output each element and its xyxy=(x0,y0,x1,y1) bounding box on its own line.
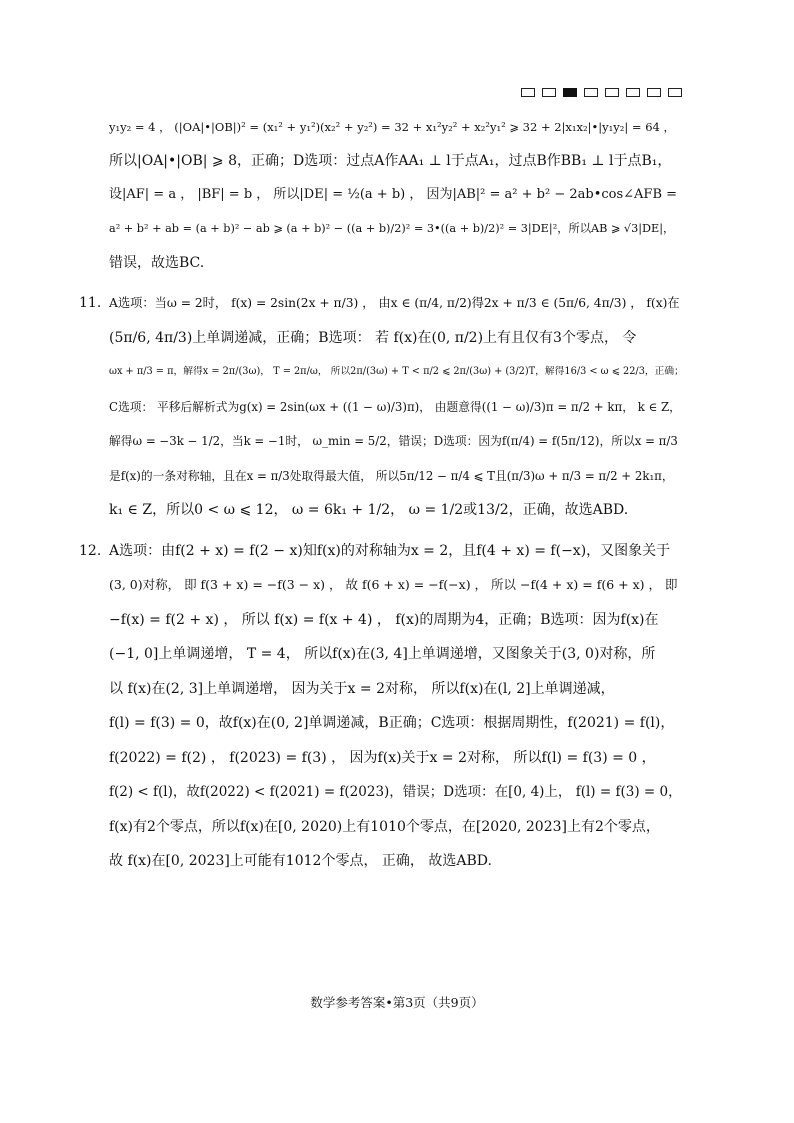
text-line: A选项：当ω = 2时， f(x) = 2sin(2x + π/3) ， 由x ∈ (π/4, π/2)得2x + π/3 ∈ (5π/6, 4π/3) ， f(x)在 xyxy=(109,296,680,310)
text-line: a² + b² + ab = (a + b)² − ab ⩾ (a + b)² − ((a + b)/2)² = 3•((a + b)/2)² = 3|DE|²，所以AB ⩾ √3|DE|， xyxy=(109,222,675,235)
page-indicator xyxy=(521,88,682,97)
text-line: ωx + π/3 = π，解得x = 2π/(3ω)， T = 2π/ω， 所以2π/(3ω) + T < π/2 ⩽ 2π/(3ω) + (3/2)T，解得16/3 < ω ⩽ 22/3，正确； xyxy=(109,366,684,377)
text-line: C选项： 平移后解析式为g(x) = 2sin(ωx + ((1 − ω)/3)π)， 由题意得((1 − ω)/3)π = π/2 + kπ， k ∈ Z， xyxy=(109,399,681,414)
page-indicator-box xyxy=(647,88,661,97)
page-indicator-box xyxy=(542,88,556,97)
text-line: (3, 0)对称， 即 f(3 + x) = −f(3 − x) ， 故 f(6 + x) = −f(−x) ， 所以 −f(4 + x) = f(6 + x) ， 即 xyxy=(109,577,678,592)
text-line: f(l) = f(3) = 0，故f(x)在(0, 2]单调递减，B正确；C选项：根据周期性，f(2021) = f(l)， xyxy=(109,715,675,731)
text-line: 以 f(x)在(2, 3]上单调递增， 因为关于x = 2对称， 所以f(x)在(l, 2]上单调递减， xyxy=(109,680,615,697)
question-number: 11. xyxy=(79,295,102,311)
text-line: (−1, 0]上单调递增， T = 4， 所以f(x)在(3, 4]上单调递增，又图象关于(3, 0)对称，所 xyxy=(109,646,656,662)
page-indicator-box xyxy=(605,88,619,97)
answer-content xyxy=(79,110,685,879)
page-footer: 数学参考答案•第3页（共9页） xyxy=(310,995,484,1010)
text-line: 是f(x)的一条对称轴，且在x = π/3处取得最大值， 所以5π/12 − π/4 ⩽ T且(π/3)ω + π/3 = π/2 + 2k₁π， xyxy=(109,468,674,483)
text-line: A选项：由f(2 + x) = f(2 − x)知f(x)的对称轴为x = 2，且f(4 + x) = f(−x)，又图象关于 xyxy=(109,542,671,559)
text-line: y₁y₂ = 4 ， (|OA|•|OB|)² = (x₁² + y₁²)(x₂² + y₂²) = 32 + x₁²y₂² + x₂²y₁² ⩾ 32 + 2|x₁x₂|•|y₁y₂| = 64 ， xyxy=(109,120,675,134)
text-line: 错误，故选BC. xyxy=(109,255,205,271)
text-line: f(x)有2个零点，所以f(x)在[0, 2020)上有1010个零点，在[2020, 2023]上有2个零点， xyxy=(109,818,660,835)
question-11 xyxy=(79,286,685,528)
q10-continuation xyxy=(109,110,685,280)
text-line: 故 f(x)在[0, 2023]上可能有1012个零点， 正确， 故选ABD. xyxy=(109,853,492,869)
text-line: 所以|OA|•|OB| ⩾ 8，正确；D选项：过点A作AA₁ ⊥ l于点A₁，过点B作BB₁ ⊥ l于点B₁， xyxy=(109,153,672,169)
text-line: (5π/6, 4π/3)上单调递减，正确；B选项： 若 f(x)在(0, π/2)上有且仅有3个零点， 令 xyxy=(109,329,637,346)
text-line: k₁ ∈ Z，所以0 < ω ⩽ 12， ω = 6k₁ + 1/2， ω = 1/2或13/2，正确，故选ABD. xyxy=(109,502,629,518)
text-line: 解得ω = −3k − 1/2，当k = −1时， ω_min = 5/2，错误；D选项：因为f(π/4) = f(5π/12)，所以x = π/3 xyxy=(109,434,678,448)
text-line: f(2022) = f(2) ， f(2023) = f(3) ， 因为f(x)关于x = 2对称， 所以f(l) = f(3) = 0 ， xyxy=(109,749,656,766)
page-indicator-box xyxy=(626,88,640,97)
question-number: 12. xyxy=(79,542,102,559)
page-indicator-box xyxy=(668,88,682,97)
page-indicator-box-active xyxy=(563,88,577,97)
page-indicator-box xyxy=(584,88,598,97)
text-line: −f(x) = f(2 + x) ， 所以 f(x) = f(x + 4) ， f(x)的周期为4，正确；B选项：因为f(x)在 xyxy=(109,611,659,628)
page-indicator-box xyxy=(521,88,535,97)
text-line: 设|AF| = a ， |BF| = b ， 所以|DE| = ½(a + b) ， 因为|AB|² = a² + b² − 2ab•cos∠AFB = xyxy=(109,187,678,202)
question-12 xyxy=(79,534,685,879)
text-line: f(2) < f(l)，故f(2022) < f(2021) = f(2023)，错误；D选项：在[0, 4)上， f(l) = f(3) = 0， xyxy=(109,784,682,800)
